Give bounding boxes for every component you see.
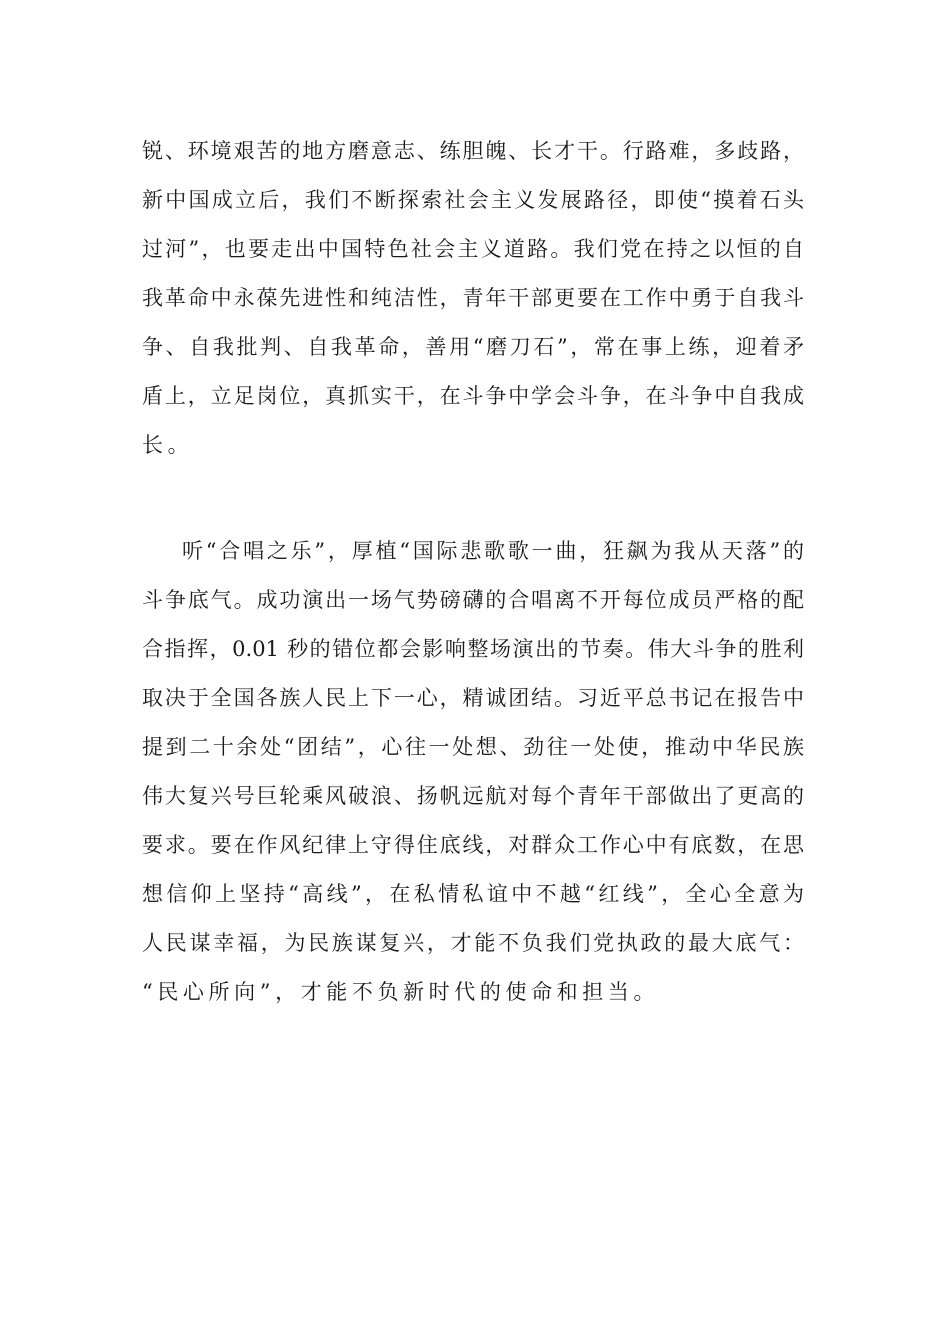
paragraph-1-line-4: 我革命中永葆先进性和纯洁性，青年干部更要在工作中勇于自我斗 bbox=[142, 286, 804, 310]
paragraph-1-line-6: 盾上，立足岗位，真抓实干，在斗争中学会斗争，在斗争中自我成 bbox=[142, 384, 804, 408]
paragraph-1-line-5: 争、自我批判、自我革命，善用“磨刀石”，常在事上练，迎着矛 bbox=[142, 335, 804, 359]
paragraph-2-line-1: 听“合唱之乐”，厚植“国际悲歌歌一曲，狂飙为我从天落”的 bbox=[182, 539, 804, 563]
paragraph-1-line-7: 长。 bbox=[142, 433, 194, 457]
paragraph-2-line-4: 取决于全国各族人民上下一心，精诚团结。习近平总书记在报告中 bbox=[142, 686, 804, 710]
paragraph-1-line-1: 锐、环境艰苦的地方磨意志、练胆魄、长才干。行路难，多歧路， bbox=[142, 139, 804, 163]
paragraph-2-line-2: 斗争底气。成功演出一场气势磅礴的合唱离不开每位成员严格的配 bbox=[142, 588, 804, 612]
paragraph-2-line-7: 要求。要在作风纪律上守得住底线，对群众工作心中有底数，在思 bbox=[142, 833, 804, 857]
paragraph-2-line-9: 人民谋幸福，为民族谋复兴，才能不负我们党执政的最大底气： bbox=[142, 931, 804, 955]
paragraph-2-line-3: 合指挥，0.01 秒的错位都会影响整场演出的节奏。伟大斗争的胜利 bbox=[142, 637, 804, 661]
paragraph-1-line-2: 新中国成立后，我们不断探索社会主义发展路径，即使“摸着石头 bbox=[142, 188, 804, 212]
paragraph-2-line-10: “民心所向”，才能不负新时代的使命和担当。 bbox=[142, 980, 660, 1004]
paragraph-2-line-6: 伟大复兴号巨轮乘风破浪、扬帆远航对每个青年干部做出了更高的 bbox=[142, 784, 804, 808]
paragraph-2-line-5: 提到二十余处“团结”，心往一处想、劲往一处使，推动中华民族 bbox=[142, 735, 804, 759]
paragraph-1-line-3: 过河”，也要走出中国特色社会主义道路。我们党在持之以恒的自 bbox=[142, 237, 804, 261]
paragraph-2-line-8: 想信仰上坚持“高线”，在私情私谊中不越“红线”，全心全意为 bbox=[142, 882, 804, 906]
